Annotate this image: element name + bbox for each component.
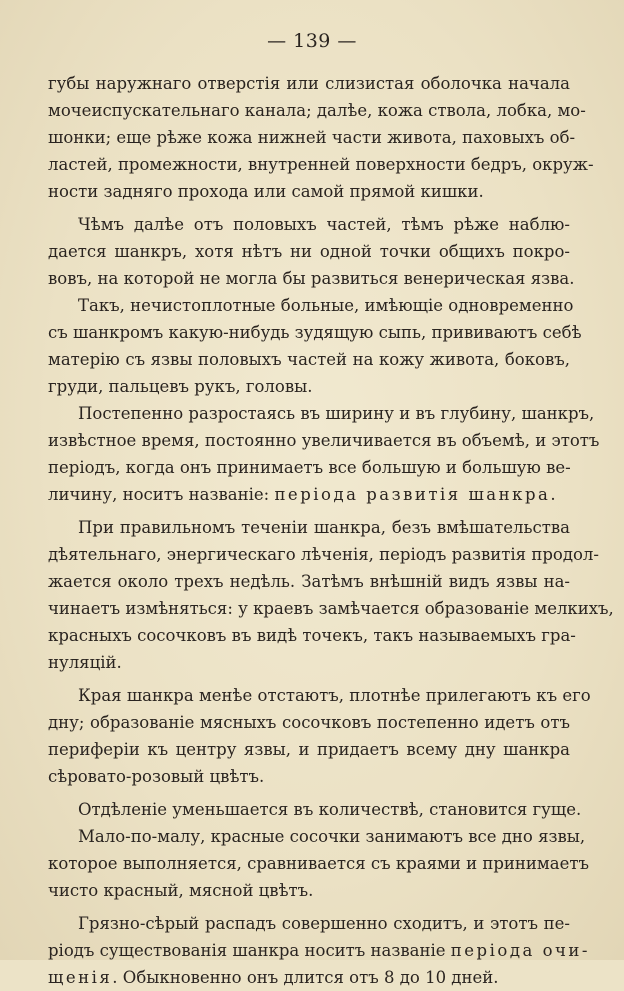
text-line: мочеиспускательнаго канала; далѣе, кожа ствола, лобка, мо- <box>48 101 586 120</box>
paragraph-first-line: Постепенно разростаясь въ ширину и въ глубину, шанкръ, <box>78 404 595 423</box>
text-line: вовъ, на которой не могла бы развиться венерическая язва. <box>48 269 575 288</box>
text-line: чисто красный, мясной цвѣтъ. <box>48 881 314 900</box>
paragraph-first-line: Такъ, нечистоплотные больные, имѣющіе одновременно <box>78 296 574 315</box>
body-text <box>48 70 614 991</box>
paragraph-first-line: Мало-по-малу, красные сосочки занимаютъ все дно язвы, <box>78 827 586 846</box>
text-line: красныхъ сосочковъ въ видѣ точекъ, такъ называемыхъ гра- <box>48 626 576 645</box>
text-line: периферіи къ центру язвы, и придаетъ всему дну шанкра <box>48 740 570 759</box>
text-line: личину, носитъ названіе: періода развитія шанкра. <box>48 485 556 504</box>
text-line: періодъ, когда онъ принимаетъ все большую и большую ве- <box>48 458 571 477</box>
text-line: извѣстное время, постоянно увеличивается въ объемѣ, и этотъ <box>48 431 600 450</box>
text-run: . Обыкновенно онъ длится отъ 8 до 10 дней. <box>112 968 499 987</box>
text-line: ности задняго прохода или самой прямой кишки. <box>48 182 484 201</box>
text-line: нуляцій. <box>48 653 122 672</box>
paragraph-first-line: Отдѣленіе уменьшается въ количествѣ, становится гуще. <box>78 800 582 819</box>
text-run: ріодъ существованія шанкра носитъ названіе <box>48 941 451 960</box>
emphasized-term: щенія <box>48 968 113 987</box>
text-line: дѣятельнаго, энергическаго лѣченія, періодъ развитія продол- <box>48 545 599 564</box>
paragraph-first-line: При правильномъ теченіи шанкра, безъ вмѣшательства <box>78 518 570 537</box>
emphasized-term: періода развитія шанкра <box>274 485 551 504</box>
text-line: чинаетъ измѣняться: у краевъ замѣчается образованіе мелкихъ, <box>48 599 614 618</box>
text-line <box>48 964 570 991</box>
text-run: личину, носитъ названіе: <box>48 485 275 504</box>
text-line: съ шанкромъ какую-нибудь зудящую сыпь, прививаютъ себѣ <box>48 323 582 342</box>
text-line: шонки; еще рѣже кожа нижней части живота, паховыхъ об- <box>48 128 576 147</box>
paragraph-first-line: Края шанкра менѣе отстаютъ, плотнѣе прилегаютъ къ его <box>78 686 591 705</box>
emphasized-term: періода очи- <box>450 941 590 960</box>
text-line: ластей, промежности, внутренней поверхности бедръ, окруж- <box>48 155 594 174</box>
text-line: которое выполняется, сравнивается съ краями и принимаетъ <box>48 854 589 873</box>
text-line <box>48 937 590 964</box>
text-line: матерію съ язвы половыхъ частей на кожу живота, боковъ, <box>48 350 570 369</box>
text-line: груди, пальцевъ рукъ, головы. <box>48 377 313 396</box>
text-line: дается шанкръ, хотя нѣтъ ни одной точки общихъ покро- <box>48 242 570 261</box>
page-number: — 139 — <box>267 30 357 52</box>
paragraph-first-line: Грязно-сѣрый распадъ совершенно сходитъ, и этотъ пе- <box>78 914 570 933</box>
paragraph-first-line: Чѣмъ далѣе отъ половыхъ частей, тѣмъ рѣже наблю- <box>78 215 570 234</box>
text-line: жается около трехъ недѣль. Затѣмъ внѣшній видъ язвы на- <box>48 572 570 591</box>
text-line: сѣровато-розовый цвѣтъ. <box>48 767 265 786</box>
text-line: дну; образованіе мясныхъ сосочковъ постепенно идетъ отъ <box>48 713 570 732</box>
text-line: губы наружнаго отверстія или слизистая оболочка начала <box>48 74 570 93</box>
